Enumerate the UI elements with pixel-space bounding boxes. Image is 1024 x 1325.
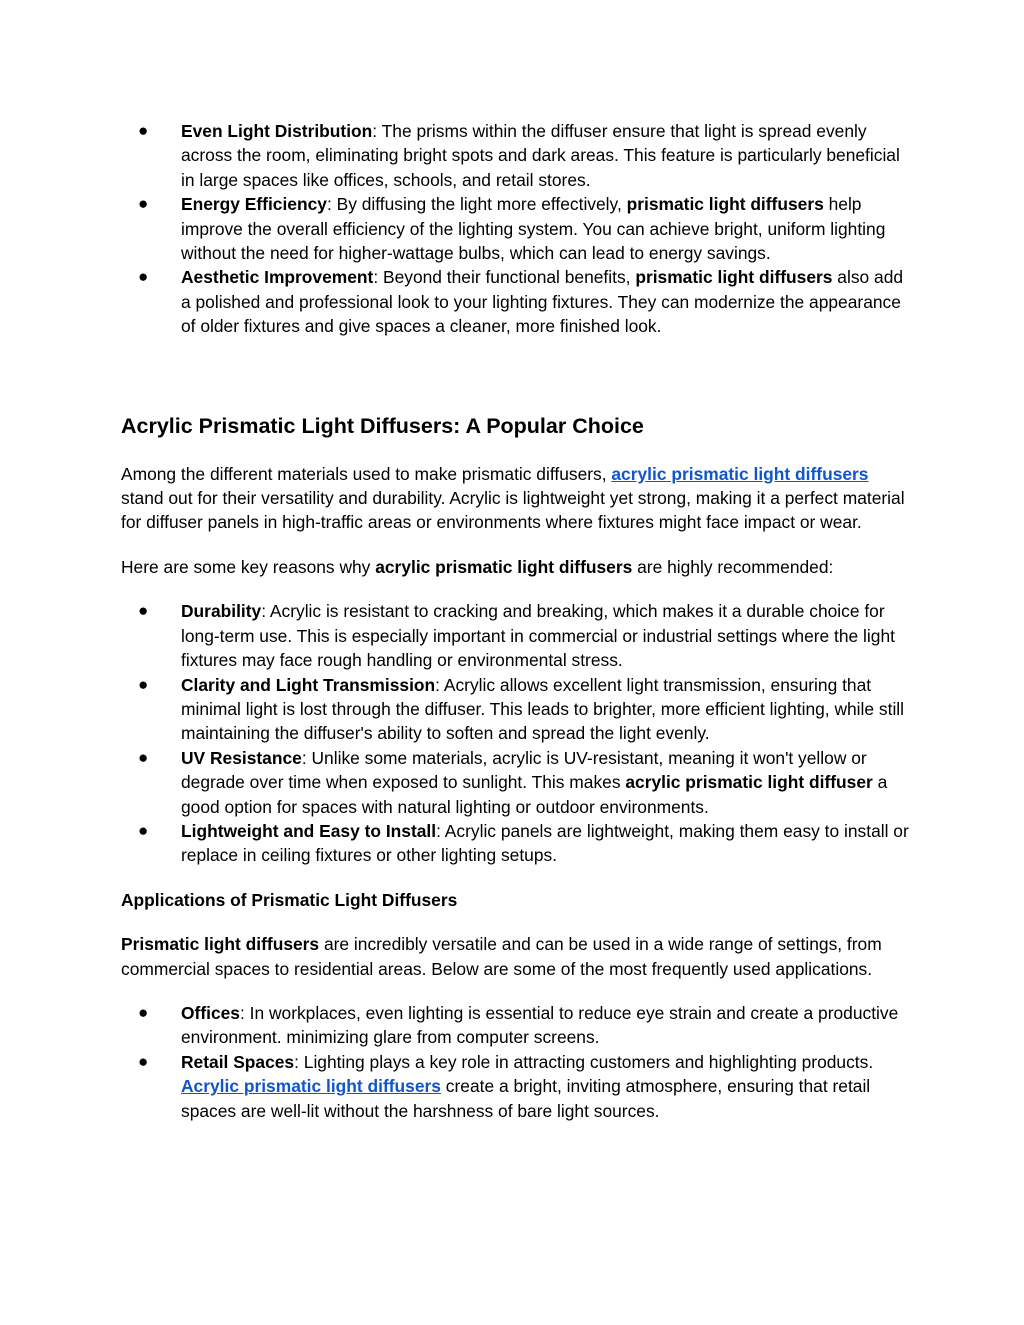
list-item-term: Aesthetic Improvement	[181, 267, 374, 288]
list-item-text: a good option for spaces with natural lighting or outdoor environments.	[181, 772, 888, 817]
list-item-bold: acrylic prismatic light diffuser	[625, 772, 873, 793]
list-item	[121, 265, 911, 338]
retail-diffusers-link[interactable]: Acrylic prismatic light diffusers	[181, 1076, 441, 1097]
benefits-list	[121, 119, 911, 339]
paragraph-text: are highly recommended:	[632, 556, 834, 577]
list-item-text: : Acrylic panels are lightweight, making them easy to install or replace in ceiling fixtures or other lighting setups.	[181, 820, 909, 866]
paragraph-text: Here are some key reasons why	[121, 556, 376, 577]
list-item-text: : Acrylic allows excellent light transmission, ensuring that minimal light is lost through the diffuser. This leads to brighter, more efficient lighting, while still maintaining the diffuser's ability to soften and spread the light evenly.	[181, 674, 905, 744]
document-page	[121, 119, 911, 1123]
list-item-term: Lightweight and Easy to Install	[181, 820, 437, 841]
bullet-icon: ●	[138, 674, 149, 694]
paragraph-text: are incredibly versatile and can be used in a wide range of settings, from commercial spaces to residential areas. Below are some of the most frequently used applications.	[121, 934, 882, 979]
bullet-icon: ●	[138, 1051, 149, 1071]
list-item-text: help improve the overall efficiency of the lighting system. You can achieve bright, uniform lighting without the need for higher-wattage bulbs, which can lead to energy savings.	[181, 194, 886, 264]
bullet-icon: ●	[138, 267, 149, 287]
list-item-text: : Acrylic is resistant to cracking and breaking, which makes it a durable choice for long-term use. This is especially important in commercial or industrial settings where the light fixtures may face rough handling or environmental stress.	[181, 601, 895, 671]
paragraph-text: Among the different materials used to make prismatic diffusers,	[121, 463, 612, 484]
acrylic-intro-paragraph	[121, 462, 911, 535]
bullet-icon: ●	[138, 194, 149, 214]
section-heading-applications: Applications of Prismatic Light Diffusers	[121, 889, 458, 910]
list-item-text: : By diffusing the light more effectively,	[326, 194, 627, 215]
bullet-icon: ●	[138, 747, 149, 767]
list-item	[121, 119, 911, 192]
list-item-term: UV Resistance	[181, 747, 302, 768]
acrylic-reasons-intro	[121, 555, 911, 579]
bullet-icon: ●	[138, 820, 149, 840]
list-item	[121, 192, 911, 265]
list-item-bold: prismatic light diffusers	[626, 194, 824, 215]
bullet-icon: ●	[138, 121, 149, 140]
section-heading-acrylic: Acrylic Prismatic Light Diffusers: A Popular Choice	[121, 413, 644, 438]
list-item	[121, 819, 911, 868]
list-item	[121, 1001, 911, 1050]
bullet-icon: ●	[138, 601, 149, 621]
paragraph-bold: Prismatic light diffusers	[121, 934, 320, 955]
list-item-text: : Beyond their functional benefits,	[373, 267, 636, 288]
paragraph-bold: acrylic prismatic light diffusers	[375, 556, 633, 577]
list-item-term: Even Light Distribution	[181, 121, 373, 141]
list-item	[121, 1050, 911, 1123]
list-item-text: : Lighting plays a key role in attracting customers and highlighting products.	[294, 1051, 874, 1072]
list-item-text: also add a polished and professional look to your lighting fixtures. They can modernize the appearance of older fixtures and give spaces a cleaner, more finished look.	[181, 267, 904, 337]
list-item-text: : The prisms within the diffuser ensure that light is spread evenly across the room, eliminating bright spots and dark areas. This feature is particularly beneficial in large spaces like offices, schools, and retail stores.	[181, 121, 900, 190]
bullet-icon: ●	[138, 1002, 149, 1022]
list-item-term: Durability	[181, 601, 262, 622]
applications-intro-paragraph	[121, 932, 911, 981]
list-item-term: Retail Spaces	[181, 1051, 295, 1072]
list-item-term: Offices	[181, 1002, 240, 1023]
list-item-term: Clarity and Light Transmission	[181, 674, 436, 695]
list-item-bold: prismatic light diffusers	[635, 267, 833, 288]
list-item	[121, 673, 911, 746]
list-item-text: create a bright, inviting atmosphere, ensuring that retail spaces are well-lit without the harshness of bare light sources.	[181, 1076, 871, 1121]
list-item-term: Energy Efficiency	[181, 194, 327, 215]
applications-list	[121, 1001, 911, 1123]
acrylic-diffusers-link[interactable]: acrylic prismatic light diffusers	[611, 463, 869, 484]
list-item-text: : Unlike some materials, acrylic is UV-resistant, meaning it won't yellow or degrade over time when exposed to sunlight. This makes	[181, 747, 867, 793]
list-item	[121, 746, 911, 819]
list-item-text: : In workplaces, even lighting is essential to reduce eye strain and create a productive environment. minimizing glare from computer screens.	[181, 1002, 899, 1048]
reasons-list	[121, 599, 911, 867]
paragraph-text: stand out for their versatility and durability. Acrylic is lightweight yet strong, making it a perfect material for diffuser panels in high-traffic areas or environments where fixtures might face impact or wear.	[121, 488, 905, 533]
list-item	[121, 599, 911, 672]
